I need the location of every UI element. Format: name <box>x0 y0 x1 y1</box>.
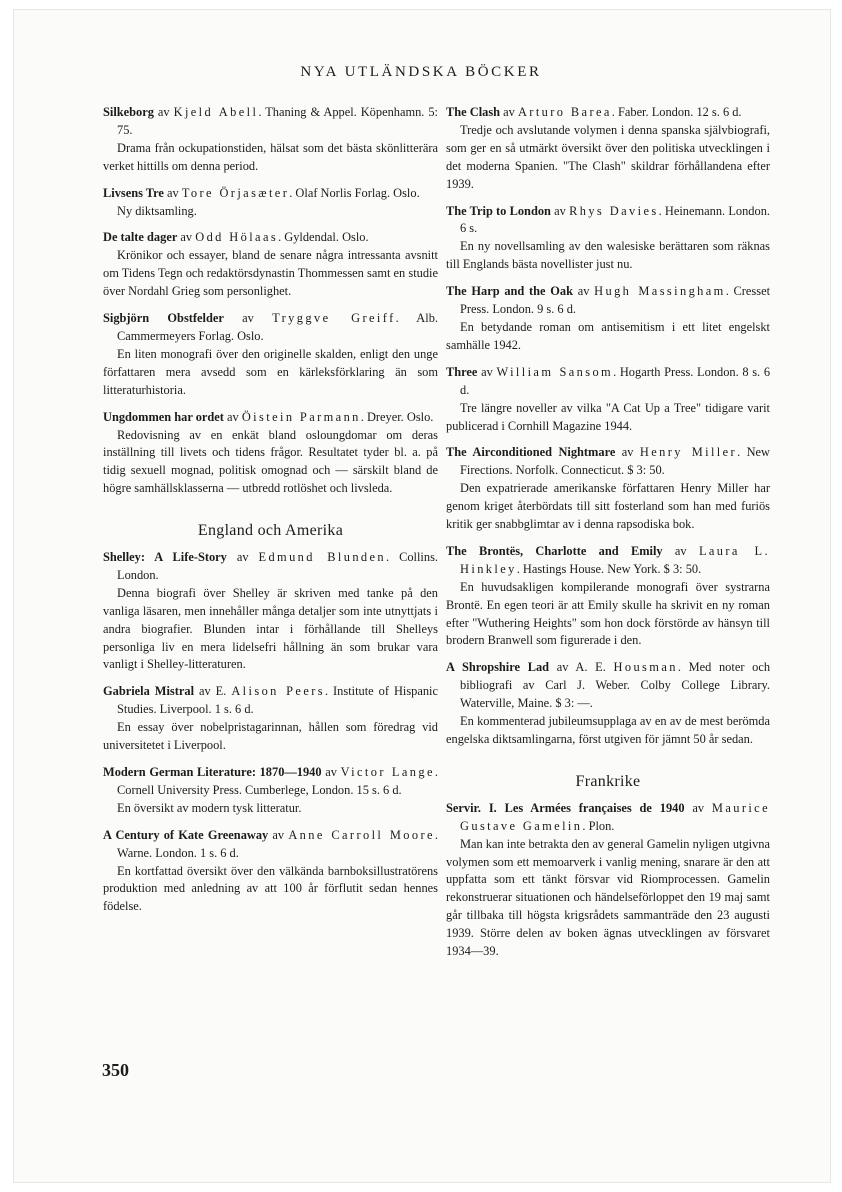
publisher-info: . Med noter och bibliografi av Carl J. Weber. Colby College Library. Waterville, Maine. $ 3: —. <box>460 660 771 711</box>
book-title: Livsens Tre <box>103 185 164 200</box>
entry-heading <box>446 543 770 579</box>
book-description: Man kan inte betrakta den av general Gamelin nyligen utgivna volymen som ett memoarverk i vanlig mening, snarare är den att uppfatta som ett tänkt försvar vid Riomprocessen. Gamelin rekonstruerar situationen och händelseförloppet den 19 maj samt går tillbaka till högsta krigsrådets sammanträde den 23 augusti 1939. Större delen av boken ägnas utvecklingen av försvaret 1934—39. <box>446 836 771 959</box>
left-entries-bottom <box>103 549 438 916</box>
book-author: Arturo Barea <box>517 105 612 119</box>
by-word: av <box>684 800 712 815</box>
book-title: A Shropshire Lad <box>446 660 550 675</box>
book-entry <box>446 543 770 650</box>
book-description: En betydande roman om antisemitism i ett litet engelskt samhälle 1942. <box>446 319 770 352</box>
section-title-england: England och Amerika <box>197 522 344 540</box>
publisher-info: . Heinemann. London. 6 s. <box>460 203 770 236</box>
entry-heading <box>103 104 438 140</box>
book-entry <box>446 659 770 749</box>
book-title: Three <box>446 364 478 379</box>
book-title: Servir. I. Les Armées françaises de 1940 <box>446 800 685 815</box>
book-author: Tryggve Greiff <box>272 311 396 326</box>
book-title: Sigbjörn Obstfelder <box>103 311 224 326</box>
book-entry <box>446 800 770 961</box>
book-title: De talte dager <box>103 230 178 245</box>
book-author: Tore Örjasæter <box>181 185 290 200</box>
entry-heading <box>103 229 438 247</box>
by-word: av <box>226 550 259 565</box>
entry-heading <box>446 444 770 480</box>
book-author: Kjeld Abell <box>173 105 259 119</box>
book-title: The Clash <box>446 105 501 119</box>
entry-heading <box>103 310 438 346</box>
book-entry <box>103 409 438 499</box>
book-author: Henry Miller <box>639 445 738 460</box>
entry-heading <box>446 203 770 239</box>
by-word: av <box>163 185 182 200</box>
book-author: William Sansom <box>496 364 614 379</box>
book-description: Ny diktsamling. <box>117 203 197 218</box>
entry-heading <box>446 104 770 122</box>
left-entries-top <box>103 104 438 498</box>
right-column <box>446 104 770 970</box>
by-word: av <box>268 827 289 842</box>
by-word: av A. E. <box>549 660 614 675</box>
book-author: Rhys Davies <box>569 203 659 218</box>
book-description: Drama från ockupationstiden, hälsat som det bästa skönlitterära verket hittills om denna period. <box>103 140 438 173</box>
by-word: av <box>550 203 570 218</box>
book-description: En översikt av modern tysk litteratur. <box>117 800 302 815</box>
book-title: Silkeborg <box>103 105 154 119</box>
book-entry <box>446 283 770 355</box>
book-author: Öistein Parmann <box>241 409 361 424</box>
by-word: av <box>572 284 595 299</box>
book-description: En kommenterad jubileumsupplaga av en av de mest berömda engelska diktsamlingarna, först utgiven för jämnt 50 år sedan. <box>446 714 770 746</box>
by-word: av <box>615 445 640 460</box>
book-entry <box>103 104 438 176</box>
book-description: En ny novellsamling av den walesiske berättaren som räknas till Englands bästa novellister just nu. <box>446 239 770 272</box>
publisher-info: . Institute of Hispanic Studies. Liverpool. 1 s. 6 d. <box>117 684 438 717</box>
book-title: A Century of Kate Greenaway <box>103 827 269 842</box>
book-title: The Trip to London <box>446 203 551 218</box>
book-description: Redovisning av en enkät bland osloungdomar om deras inställning till livets och tidens frågor. Resultatet tyder bl. a. på tidig sexuell mognad, politisk omognad och — särskilt bland de högre samhällsklasserna — utbredd rotlöshet och livsleda. <box>103 427 438 496</box>
by-word: av <box>477 364 497 379</box>
book-description: Krönikor och essayer, bland de senare några intressanta avsnitt om Tidens Tegn och redaktörsdynastin Thommessen samt en studie över Nordahl Grieg som personlighet. <box>103 248 438 299</box>
right-entries-top <box>446 104 770 749</box>
book-entry <box>103 310 438 400</box>
publisher-info: . Faber. London. 12 s. 6 d. <box>611 105 742 119</box>
book-entry <box>103 229 438 301</box>
right-entries-bottom <box>446 800 770 961</box>
book-title: Gabriela Mistral <box>103 684 195 699</box>
book-author: Edmund Blunden <box>258 550 387 565</box>
book-entry <box>103 827 438 917</box>
book-entry <box>446 444 770 534</box>
entry-heading <box>103 185 438 203</box>
book-description: En liten monografi över den originelle skalden, enligt den unge författaren mera avsedd som en kärleksförklaring än som litteraturhistoria. <box>103 346 438 397</box>
by-word: av <box>500 105 518 119</box>
publisher-info: . Olaf Norlis Forlag. Oslo. <box>289 185 420 200</box>
book-description: En huvudsakligen kompilerande monografi över systrarna Brontë. En egen teori är att Emily skulle ha skrivit en ny roman efter "Wuthering Heights" som hon dock förstörde av hänsyn till brodern Branwell som figurerade i den. <box>446 579 770 648</box>
book-title: The Brontës, Charlotte and Emily <box>446 543 663 558</box>
by-word: av <box>321 765 341 779</box>
book-description: En kortfattad översikt över den välkända barnboksillustratörens produktion med anledning av att 100 år förflutit sedan hennes födelse. <box>103 863 438 914</box>
publisher-info: . Hastings House. New York. $ 3: 50. <box>516 561 702 576</box>
entry-heading <box>103 827 438 863</box>
publisher-info: . Thaning & Appel. Köpenhamn. 5: 75. <box>117 105 438 137</box>
book-title: Modern German Literature: 1870—1940 <box>103 765 322 779</box>
publisher-info: . Gyldendal. Oslo. <box>278 230 369 245</box>
entry-heading <box>446 659 770 713</box>
publisher-info: . Hogarth Press. London. 8 s. 6 d. <box>460 364 771 397</box>
book-author: Odd Hölaas <box>195 230 279 245</box>
publisher-info: . New Firections. Norfolk. Connecticut. $ 3: 50. <box>460 445 770 478</box>
publisher-info: . Collins. London. <box>117 550 438 582</box>
page-number: 350 <box>102 1060 129 1080</box>
publisher-info: . Alb. Cammermeyers Forlag. Oslo. <box>117 311 438 343</box>
publisher-info: . Cornell University Press. Cumberlege, London. 15 s. 6 d. <box>117 765 439 797</box>
publisher-info: . Cresset Press. London. 9 s. 6 d. <box>460 284 771 317</box>
book-entry <box>103 764 438 818</box>
publisher-info: . Warne. London. 1 s. 6 d. <box>117 827 439 860</box>
book-author: Maurice Gustave Gamelin <box>460 800 770 833</box>
book-entry <box>103 683 438 755</box>
book-title: Ungdommen har ordet <box>103 409 224 424</box>
book-description: Den expatrierade amerikanske författaren Henry Miller har genom kriget återbördats till sitt fosterland som han med furiös kritik ger snabbglimtar av i denna rapsodiska bok. <box>446 481 770 532</box>
book-author: Housman <box>613 660 678 675</box>
entry-heading <box>103 683 438 719</box>
by-word: av <box>223 409 242 424</box>
book-description: Tre längre noveller av vilka "A Cat Up a Tree" tidigare varit publicerad i Cornhill Magazine 1944. <box>446 400 770 433</box>
by-word: av <box>662 543 699 558</box>
by-word: av <box>153 105 174 119</box>
by-word: av E. <box>194 684 232 699</box>
entry-heading <box>103 549 438 585</box>
book-title: The Airconditioned Nightmare <box>446 445 616 460</box>
book-title: Shelley: A Life-Story <box>103 550 227 565</box>
book-description: Denna biografi över Shelley är skriven med tanke på den vanliga läsaren, men innehåller många detaljer som inte utnyttjats i andra biografier. Blunden intar i förhållande till Shelleys personliga liv en mera lidelsefri hållning än som brukar vara vanligt i Shelley-litteraturen. <box>103 585 438 672</box>
book-entry <box>103 185 438 221</box>
publisher-info: . Dreyer. Oslo. <box>360 409 434 424</box>
book-entry <box>446 203 770 275</box>
entry-heading <box>446 283 770 319</box>
book-author: Hugh Massingham <box>594 284 726 299</box>
book-author: Alison Peers <box>231 684 325 699</box>
book-author: Anne Carroll Moore <box>288 827 435 842</box>
book-title: The Harp and the Oak <box>446 284 573 299</box>
book-entry <box>446 364 770 436</box>
entry-heading <box>103 764 438 800</box>
section-title-frankrike: Frankrike <box>575 772 641 790</box>
entry-heading <box>103 409 438 427</box>
by-word: av <box>177 230 196 245</box>
book-author: Victor Lange <box>340 765 435 779</box>
book-author: Laura L. Hinkley <box>460 543 770 576</box>
book-description: Tredje och avslutande volymen i denna spanska självbiografi, som ger en så utmärkt översikt över den politiska utvecklingen i det moderna Spanien. "The Clash" skildrar förhållandena efter 1939. <box>446 122 770 191</box>
book-description: En essay över nobelpristagarinnan, hållen som föredrag vid universitetet i Liverpool. <box>103 720 438 753</box>
book-entry <box>446 104 770 194</box>
publisher-info: . Plon. <box>582 818 615 833</box>
by-word: av <box>223 311 273 326</box>
left-column <box>103 104 438 925</box>
entry-heading <box>446 800 770 836</box>
book-entry <box>103 549 438 674</box>
running-head: NYA UTLÄNDSKA BÖCKER <box>300 64 542 80</box>
entry-heading <box>446 364 770 400</box>
